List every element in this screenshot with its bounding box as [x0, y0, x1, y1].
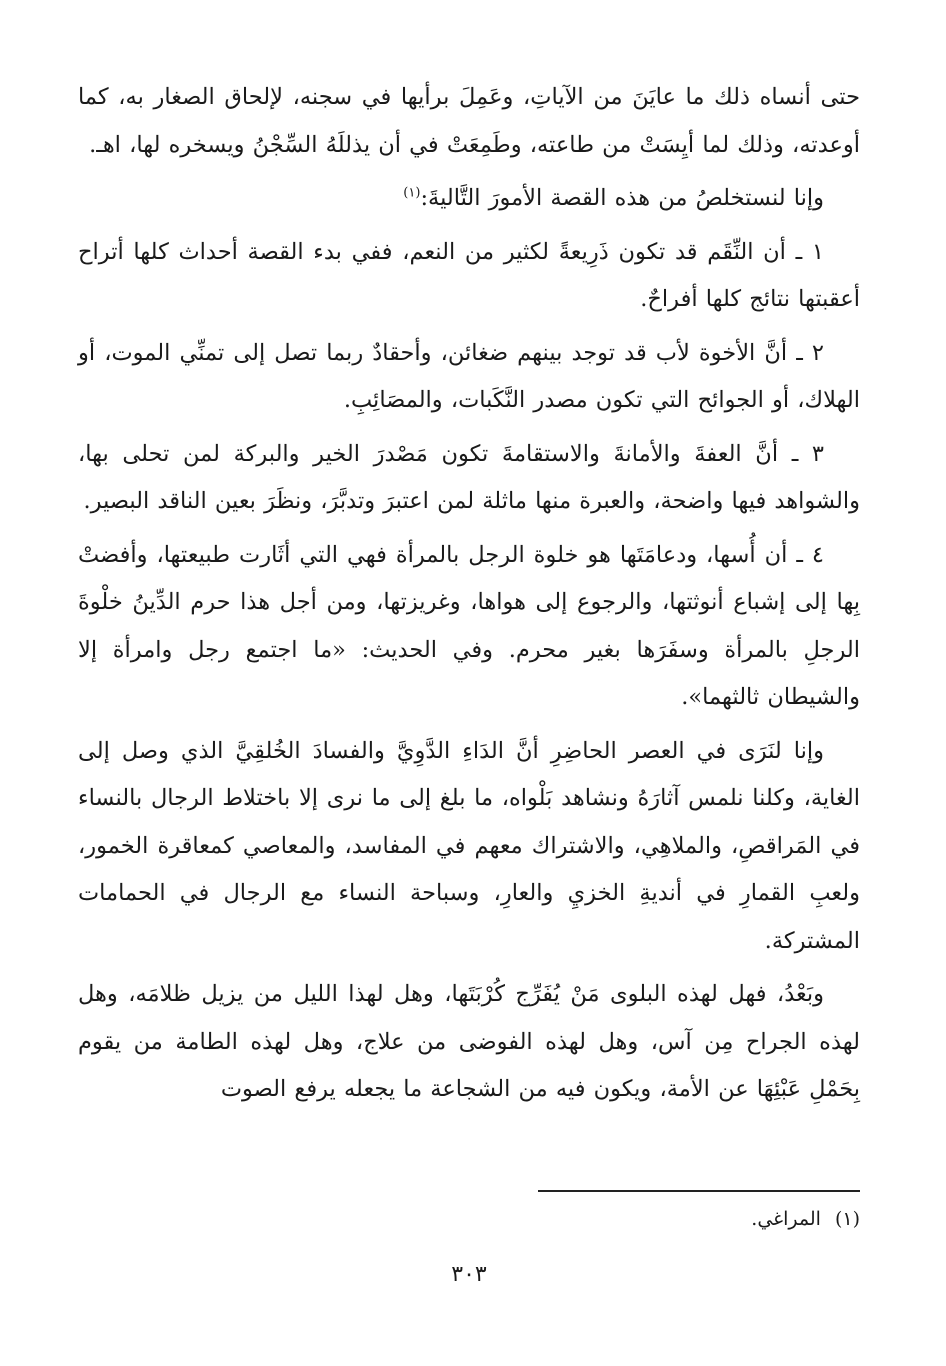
- footnote-separator: [538, 1190, 860, 1192]
- lesson-item-3: ٣ ـ أنَّ العفةَ والأمانةَ والاستقامةَ تكون مَصْدرَ الخير والبركة لمن تحلى بها، والشواهد فيها واضحة، والعبرة منها ماثلة لمن اعتبرَ وتدبَّرَ، ونظَرَ بعين الناقد البصير.: [78, 440, 860, 514]
- paragraph-continuation: حتى أنساه ذلك ما عايَنَ من الآياتِ، وعَمِلَ برأيها في سجنه، لإلحاق الصغار به، كما أوعدته، وذلك لما أيِسَتْ من طاعته، وطَمِعَتْ في أن يذللَهُ السِّجْنُ ويسخره لها، اهـ.: [78, 84, 860, 158]
- paragraph-present-age: وإنا لنَرَى في العصر الحاضِرِ أنَّ الدَاءِ الدَّوِيَّ والفسادَ الخُلقِيَّ الذي وصل إلى الغاية، وكلنا نلمس آثارَهُ ونشاهد بَلْواه، ما بلغ إلى ما نرى إلا باختلاط الرجال بالنساء في المَراقصِ، والملاهِي، والاشتراك معهم في المفاسد، والمعاصي كمعاقرة الخمور، ولعبِ القمارِ في أنديةِ الخزيِ والعارِ، وسباحة النساء مع الرجال في الحمامات المشتركة.: [78, 737, 860, 954]
- page-number: ٣٠٣: [451, 1262, 487, 1287]
- lesson-item-2: ٢ ـ أنَّ الأخوة لأب قد توجد بينهم ضغائن، وأحقادٌ ربما تصل إلى تمنِّي الموت، أو الهلاك، أو الجوائح التي تكون مصدر النَّكَبات، والمصَائِبِ.: [78, 339, 860, 413]
- paragraph-intro-lessons: [78, 175, 860, 223]
- footnote: [751, 1204, 860, 1234]
- footnote-reference: (١): [403, 185, 421, 201]
- lesson-item-4: ٤ ـ أن أُسها، ودعامَتَها هو خلوة الرجل بالمرأة فهي التي أثَارت طبيعتها، وأفضتْ بِها إلى إشباع أنوثتها، والرجوع إلى هواها، وغريزتها، ومن أجل هذا حرم الدِّينُ خلْوةَ الرجلِ بالمرأة وسفَرَها بغير محرم. وفي الحديث: «ما اجتمع رجل وامرأة إلا والشيطان ثالثهما».: [78, 541, 860, 710]
- paragraph-intro-text: وإنا لنستخلصُ من هذه القصة الأمورَ التَّاليةَ:: [420, 185, 824, 211]
- footnote-number: (١): [834, 1208, 860, 1230]
- footnote-text: المراغي.: [751, 1208, 821, 1230]
- paragraph-conclusion: وبَعْدُ، فهل لهذه البلوى مَنْ يُفَرِّج كُرْبَتَها، وهل لهذا الليل من يزيل ظلامَه، وهل لهذه الجراح مِن آس، وهل لهذه الفوضى من علاج، وهل لهذه الطامة من يقوم بِحَمْلِ عَبْئِهَا عن الأمة، ويكون فيه من الشجاعة ما يجعله يرفع الصوت: [78, 981, 860, 1102]
- book-page: [78, 74, 860, 1314]
- lesson-item-1: ١ ـ أن النِّقَم قد تكون ذَرِيعةً لكثير من النعم، ففي بدء القصة أحداث كلها أتراح أعقبتها نتائج كلها أفراحٌ.: [78, 238, 860, 312]
